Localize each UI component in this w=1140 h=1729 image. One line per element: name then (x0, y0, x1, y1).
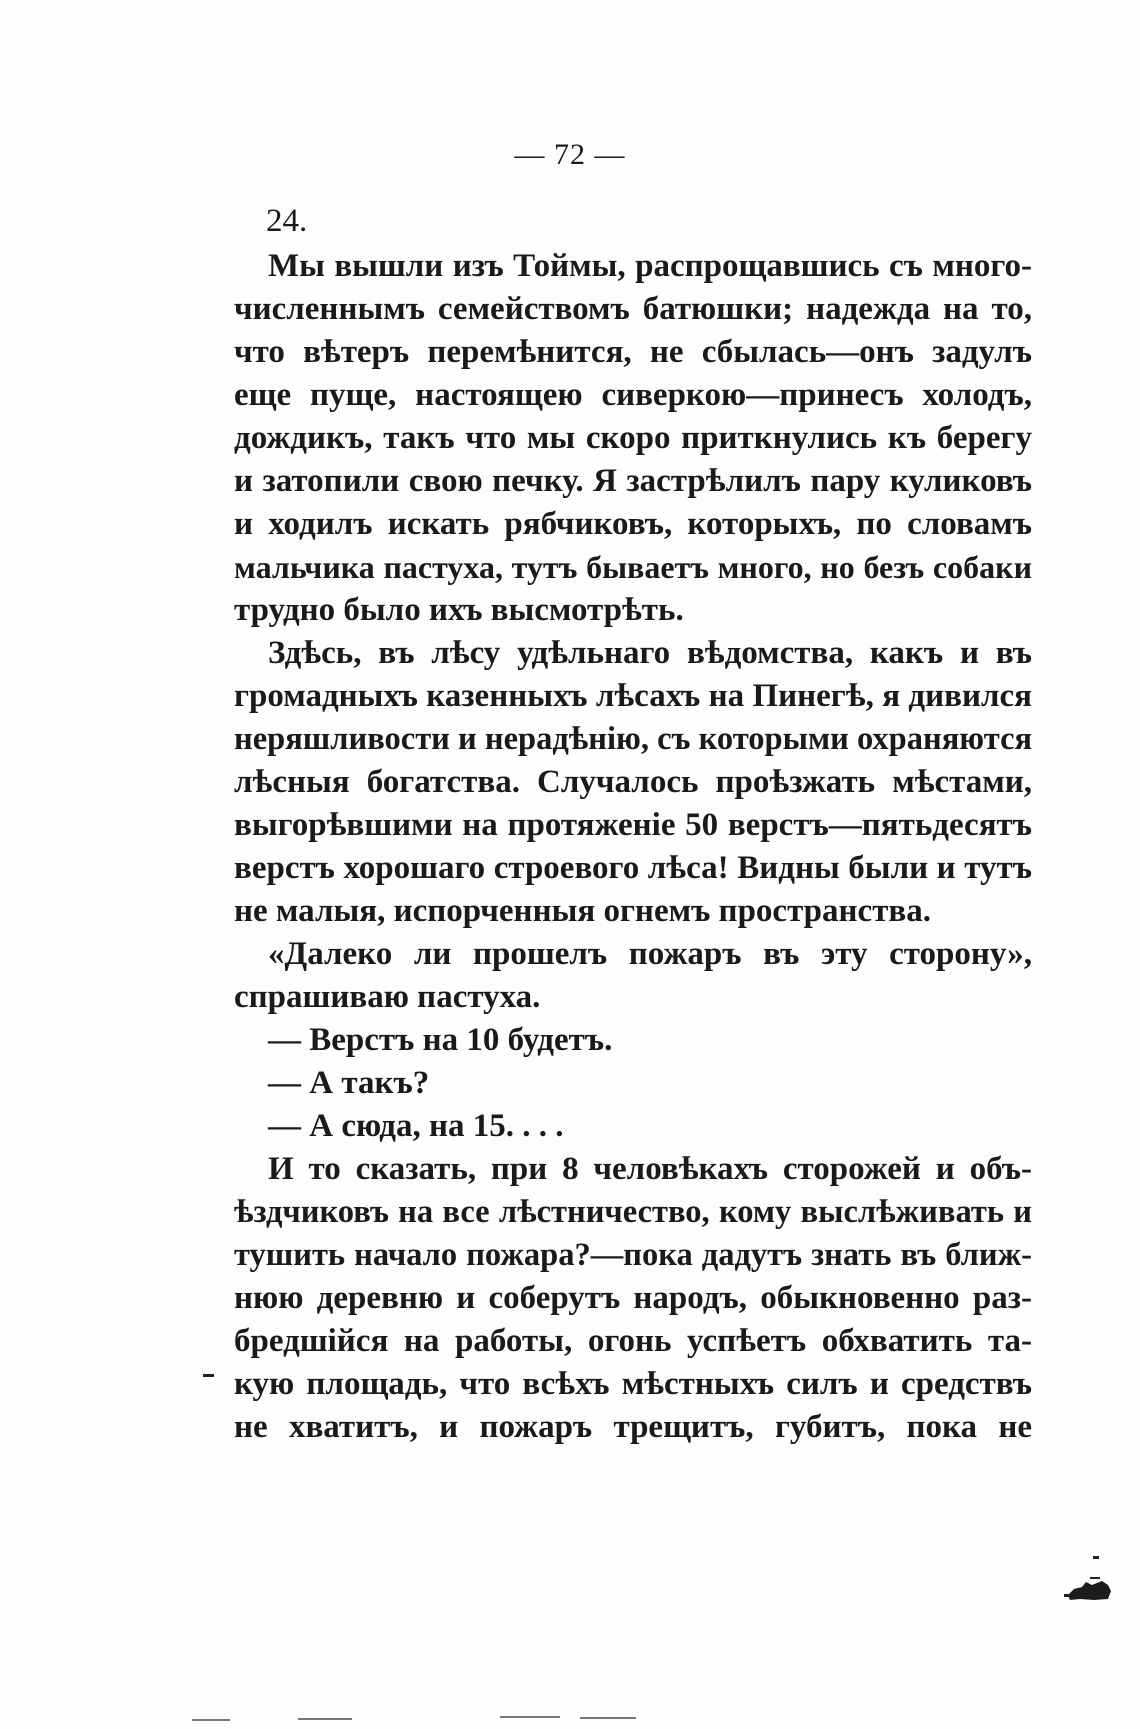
text-line: Здѣсь, въ лѣсу удѣльнаго вѣдомства, какъ и въ (268, 635, 1032, 671)
text-line: неряшливости и нерадѣнію, съ которыми охраняются (234, 721, 1032, 757)
page-number: — 72 — (514, 138, 626, 171)
text-line: — Верстъ на 10 будетъ. (268, 1022, 613, 1058)
text-line: численнымъ семействомъ батюшки; надежда на то, (234, 291, 1032, 327)
text-line: ѣздчиковъ на все лѣстничество, кому выслѣживать и (234, 1194, 1032, 1230)
text-line: верстъ хорошаго строевого лѣса! Видны были и тутъ (234, 850, 1032, 886)
scan-line-bottom-4 (580, 1717, 636, 1719)
text-line: мальчика пастуха, тутъ бываетъ много, но безъ собаки (234, 549, 1032, 585)
text-line: — А такъ? (268, 1065, 430, 1101)
text-line: что вѣтеръ перемѣнится, не сбылась—онъ задулъ (234, 334, 1032, 370)
text-line: нюю деревню и соберутъ народъ, обыкновенно раз- (234, 1280, 1032, 1316)
scan-blot (1064, 1579, 1114, 1601)
text-line: — А сюда, на 15. . . . (268, 1108, 564, 1144)
text-line: не хватитъ, и пожаръ трещитъ, губитъ, пока не (234, 1409, 1032, 1445)
text-line: Мы вышли изъ Тоймы, распрощавшись съ много- (268, 248, 1032, 284)
text-line: трудно было ихъ высмотрѣть. (234, 592, 684, 628)
section-number: 24. (266, 203, 308, 239)
scan-line-bottom-2 (298, 1718, 352, 1720)
text-line: спрашиваю пастуха. (234, 979, 541, 1015)
text-line: «Далеко ли прошелъ пожаръ въ эту сторону», (268, 936, 1032, 972)
text-line: бредшійся на работы, огонь успѣетъ обхватить та- (234, 1323, 1032, 1359)
scan-line-bottom-1 (192, 1719, 230, 1721)
text-line: И то сказать, при 8 человѣкахъ сторожей и объ- (268, 1151, 1032, 1187)
scan-mark-right-1 (1093, 1556, 1099, 1559)
scan-mark-left (203, 1374, 214, 1377)
text-line: выгорѣвшими на протяженіе 50 верстъ—пятьдесятъ (234, 807, 1032, 843)
text-line: и затопили свою печку. Я застрѣлилъ пару куликовъ (234, 463, 1032, 499)
text-line: и ходилъ искать рябчиковъ, которыхъ, по словамъ (234, 506, 1032, 542)
text-line: громадныхъ казенныхъ лѣсахъ на Пинегѣ, я дивился (234, 678, 1032, 714)
scan-line-bottom-3 (500, 1716, 560, 1718)
text-line: лѣсныя богатства. Случалось проѣзжать мѣстами, (234, 764, 1032, 800)
text-line: кую площадь, что всѣхъ мѣстныхъ силъ и средствъ (234, 1366, 1032, 1402)
body-text (234, 245, 1032, 1449)
text-line: не малыя, испорченныя огнемъ пространства. (234, 893, 931, 929)
text-line: тушить начало пожара?—пока дадутъ знать въ ближ- (234, 1237, 1032, 1273)
text-line: еще пуще, настоящею сиверкою—принесъ холодъ, (234, 377, 1032, 413)
text-line: дождикъ, такъ что мы скоро приткнулись къ берегу (234, 420, 1032, 456)
